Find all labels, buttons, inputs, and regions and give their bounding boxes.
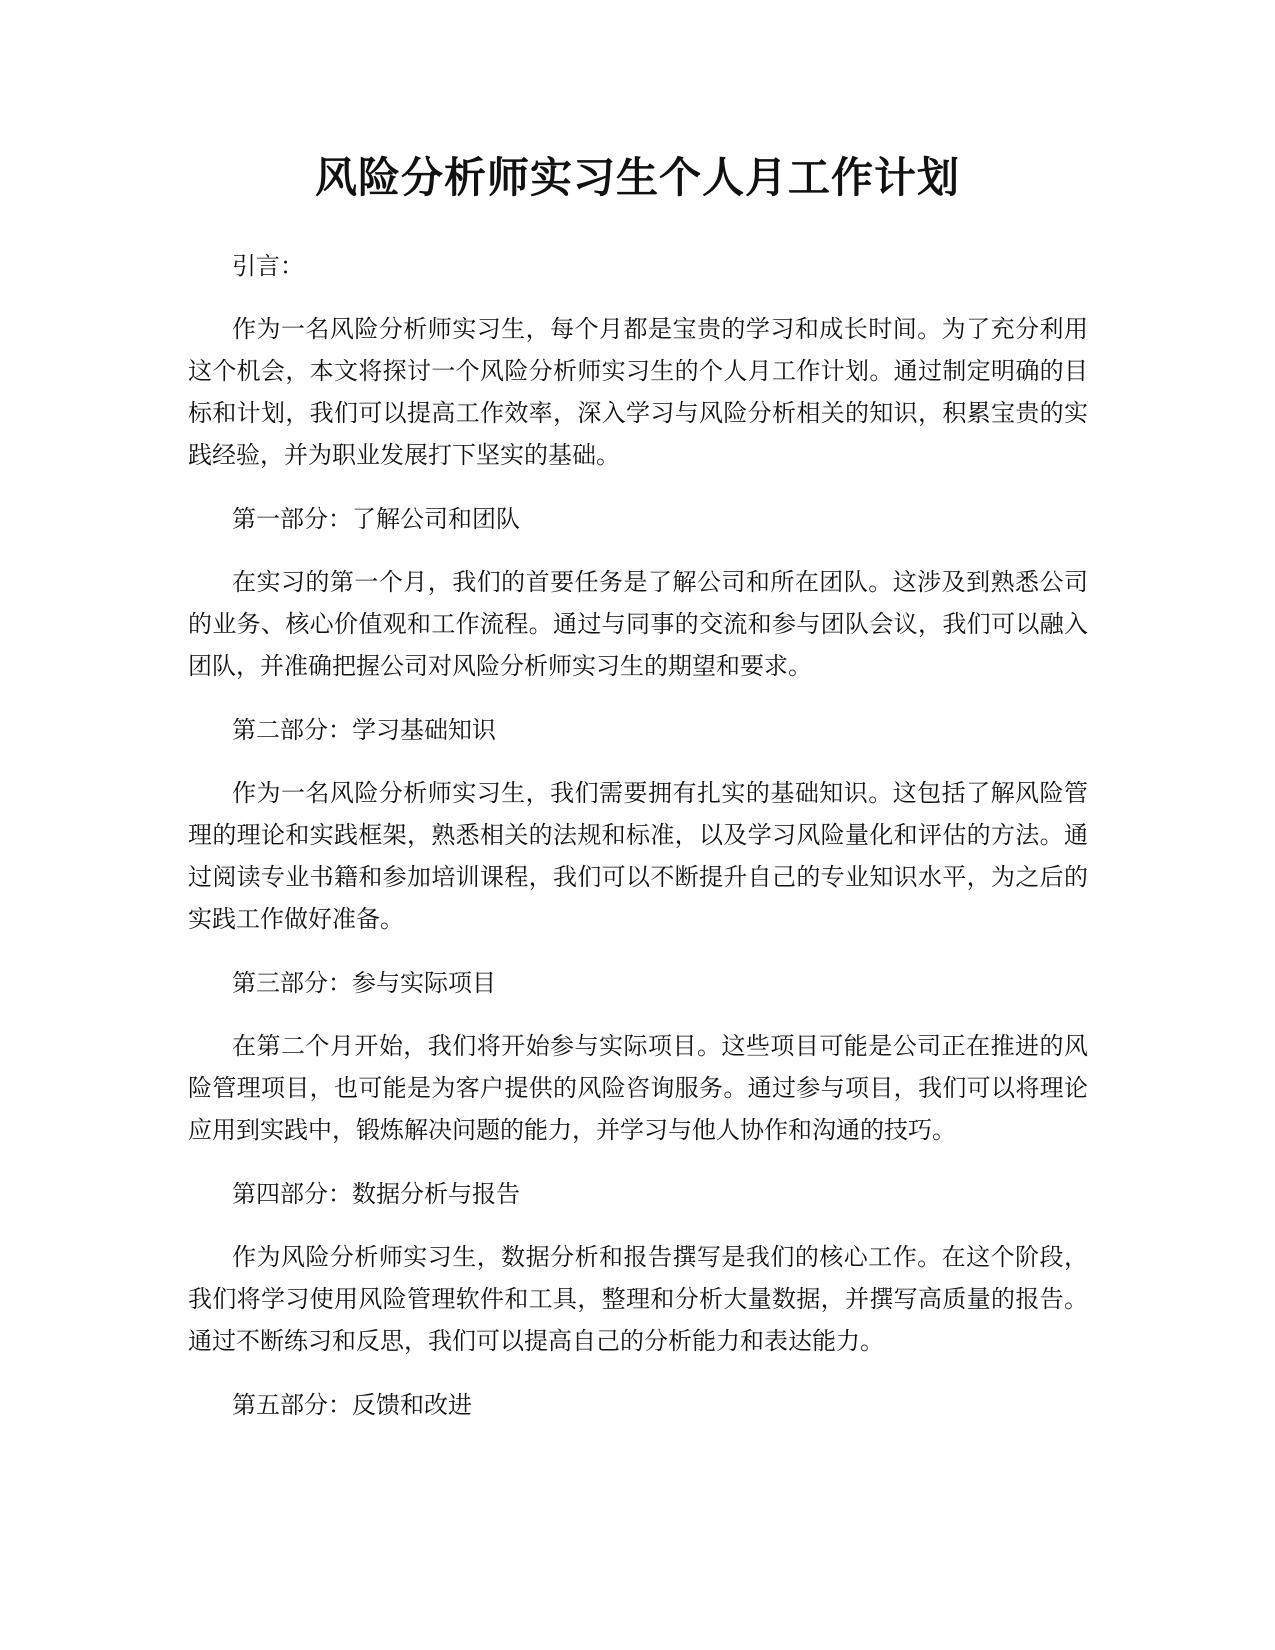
section-4-paragraph: 作为风险分析师实习生，数据分析和报告撰写是我们的核心工作。在这个阶段，我们将学习使用风险管理软件和工具，整理和分析大量数据，并撰写高质量的报告。通过不断练习和反思，我们可以提高自己的分析能力和表达能力。 bbox=[188, 1243, 1088, 1355]
intro-heading: 引言： bbox=[232, 252, 304, 280]
intro-paragraph: 作为一名风险分析师实习生，每个月都是宝贵的学习和成长时间。为了充分利用这个机会，本文将探讨一个风险分析师实习生的个人月工作计划。通过制定明确的目标和计划，我们可以提高工作效率，深入学习与风险分析相关的知识，积累宝贵的实践经验，并为职业发展打下坚实的基础。 bbox=[188, 315, 1088, 469]
section-3-heading: 第三部分：参与实际项目 bbox=[232, 969, 496, 997]
document-body bbox=[188, 245, 1088, 1447]
section-2-paragraph: 作为一名风险分析师实习生，我们需要拥有扎实的基础知识。这包括了解风险管理的理论和实践框架，熟悉相关的法规和标准，以及学习风险量化和评估的方法。通过阅读专业书籍和参加培训课程，我们可以不断提升自己的专业知识水平，为之后的实践工作做好准备。 bbox=[188, 779, 1088, 933]
section-1-paragraph: 在实习的第一个月，我们的首要任务是了解公司和所在团队。这涉及到熟悉公司的业务、核心价值观和工作流程。通过与同事的交流和参与团队会议，我们可以融入团队，并准确把握公司对风险分析师实习生的期望和要求。 bbox=[188, 568, 1088, 680]
section-4-heading: 第四部分：数据分析与报告 bbox=[232, 1180, 520, 1208]
section-5-heading: 第五部分：反馈和改进 bbox=[232, 1391, 472, 1419]
section-1-heading: 第一部分：了解公司和团队 bbox=[232, 505, 520, 533]
document-title: 风险分析师实习生个人月工作计划 bbox=[314, 153, 960, 202]
section-2-heading: 第二部分：学习基础知识 bbox=[232, 716, 496, 744]
section-3-paragraph: 在第二个月开始，我们将开始参与实际项目。这些项目可能是公司正在推进的风险管理项目，也可能是为客户提供的风险咨询服务。通过参与项目，我们可以将理论应用到实践中，锻炼解决问题的能力，并学习与他人协作和沟通的技巧。 bbox=[188, 1032, 1088, 1144]
